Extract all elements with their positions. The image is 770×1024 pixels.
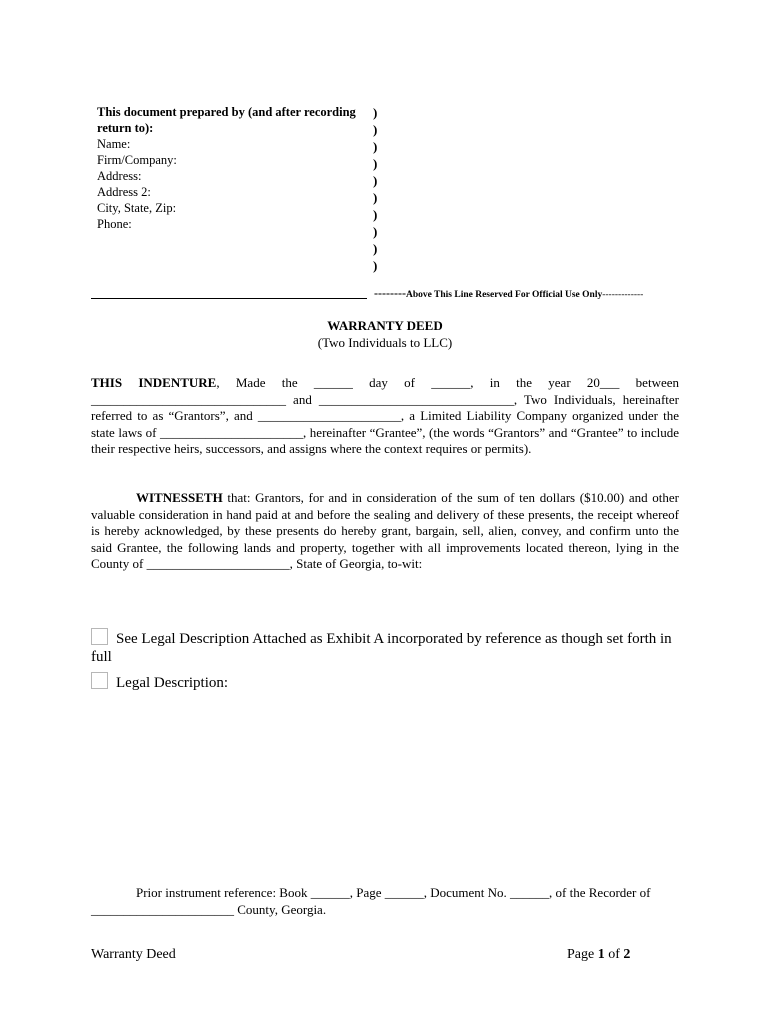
bracket-column: ) ) ) ) ) ) ) ) ) ) bbox=[373, 105, 378, 273]
exhibit-a-checkbox[interactable] bbox=[91, 628, 108, 645]
field-name: Name: bbox=[97, 137, 131, 151]
document-title: WARRANTY DEED bbox=[327, 318, 443, 333]
prepared-by-block bbox=[97, 104, 365, 232]
page-total: 2 bbox=[623, 947, 631, 962]
exhibit-a-label: See Legal Description Attached as Exhibit A incorporated by reference as though set forth in full bbox=[91, 631, 672, 665]
document-subtitle: (Two Individuals to LLC) bbox=[317, 335, 453, 350]
official-dashes-left: -------- bbox=[374, 286, 406, 300]
prior-reference-text: Prior instrument reference: Book ______, Page ______, Document No. ______, of the Recorder of ______________________ County, Georgia. bbox=[91, 885, 651, 917]
page-current: 1 bbox=[597, 947, 605, 962]
indenture-lead: THIS INDENTURE bbox=[91, 375, 217, 390]
prepared-by-heading: This document prepared by (and after recording return to): bbox=[97, 105, 356, 135]
legal-description-checkbox[interactable] bbox=[91, 672, 108, 689]
exhibit-a-option bbox=[91, 628, 681, 666]
footer-page-number bbox=[567, 947, 630, 963]
legal-description-option bbox=[91, 672, 681, 692]
legal-description-label: Legal Description: bbox=[116, 675, 229, 691]
indenture-text: , Made the ______ day of ______, in the year 20___ between ______________________________ and ______________________________, Two Individuals, hereinafter referred to as “Grantors”, and ______________________, a Limited Liability Company organized under the state laws of ______________________, hereinafter “Grantee”, (the words “Grantors” and “Grantee” to include their respective heirs, successors, and assigns where the context requires or permits). bbox=[91, 375, 679, 456]
witnesseth-text: that: Grantors, for and in consideration of the sum of ten dollars ($10.00) and other valuable consideration in hand paid at and before the sealing and delivery of these presents, the receipt whereof is hereby acknowledged, by these presents do hereby grant, bargain, sell, alien, convey, and confirm unto the said Grantee, the following lands and property, together with all improvements located thereon, lying in the County of ______________________, State of Georgia, to-wit: bbox=[91, 490, 679, 571]
footer-doc-name: Warranty Deed bbox=[91, 947, 176, 962]
field-city-state-zip: City, State, Zip: bbox=[97, 201, 177, 215]
witnesseth-paragraph bbox=[91, 490, 679, 573]
page-of: of bbox=[604, 947, 624, 962]
official-dashes-right: ------------- bbox=[602, 290, 644, 300]
witnesseth-lead: WITNESSETH bbox=[136, 490, 223, 505]
field-phone: Phone: bbox=[97, 217, 132, 231]
prior-instrument-reference bbox=[91, 884, 679, 918]
official-use-notice bbox=[374, 286, 643, 301]
indenture-paragraph bbox=[91, 375, 679, 458]
field-firm: Firm/Company: bbox=[97, 153, 177, 167]
field-address-2: Address 2: bbox=[97, 185, 151, 199]
recording-divider-line bbox=[91, 298, 367, 299]
page-prefix: Page bbox=[567, 947, 598, 962]
field-address: Address: bbox=[97, 169, 142, 183]
official-use-text: Above This Line Reserved For Official Use Only bbox=[405, 290, 603, 300]
